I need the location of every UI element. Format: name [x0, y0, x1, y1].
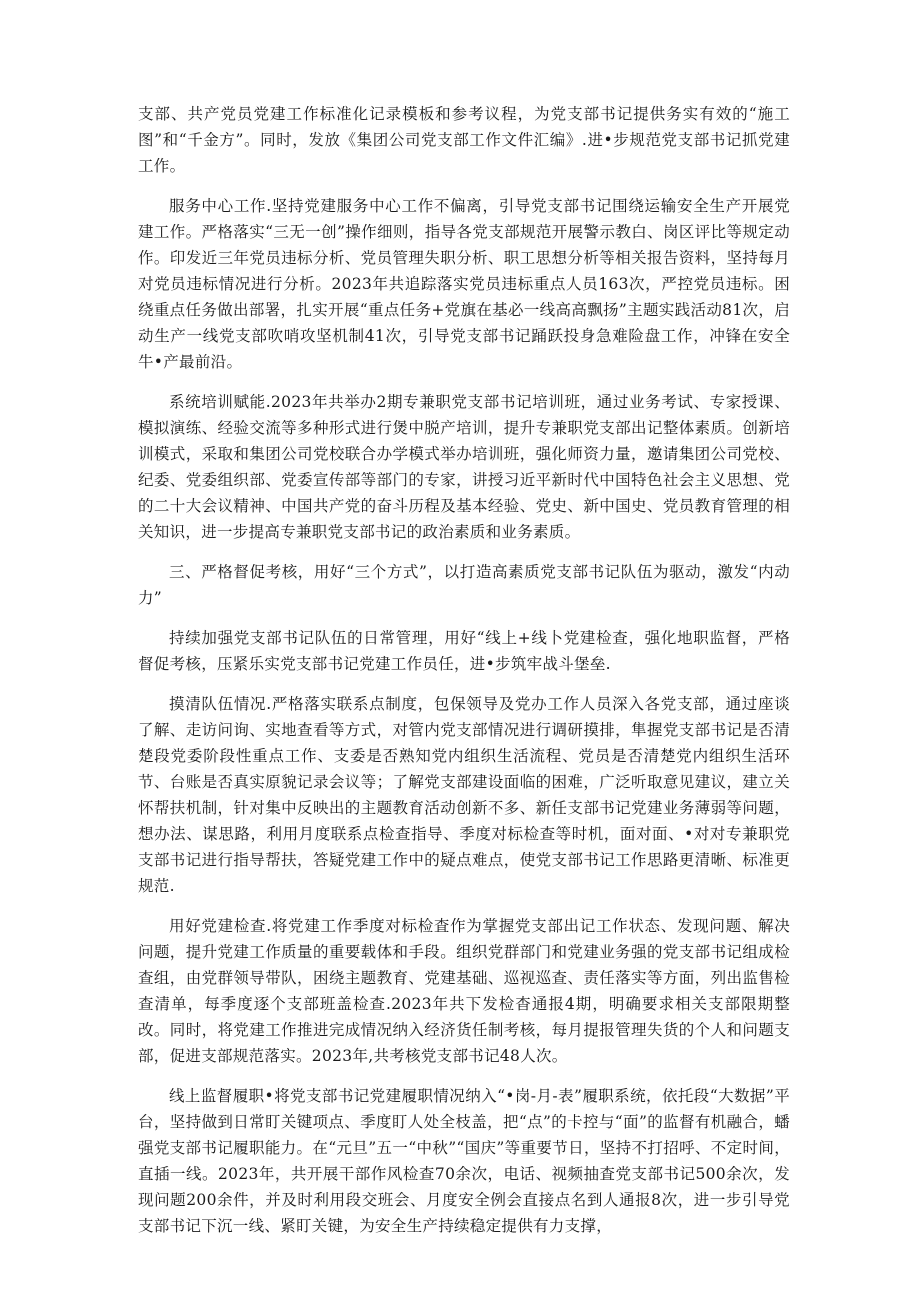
paragraph-training: 系统培训赋能.2023年共举办2期专兼职党支部书记培训班，通过业务考试、专家授课、模拟演练、经验交流等多种形式进行煲中脱产培训，提升专兼职党支部出记整体素质。创新培训模式，采取和集团公司党校联合办学模式举办培训班，强化师资力量，邀请集团公司党校、纪委、党委组织部、党委宣传部等部门的专家，讲授习近平新时代中国特色社会主义思想、党的二十大会议精神、中国共产党的奋斗历程及基本经验、党史、新中国史、党员教育管理的相关知识，进一步提高专兼职党支部书记的政治素质和业务素质。: [138, 393, 790, 541]
paragraph-online-supervision: 线上监督履职•将党支部书记党建履职情况纳入“•岗-月-表”履职系统，依托段“大数据”平台，坚持做到日常盯关键项点、季度盯人处全枝盖，把“点”的卡控与“面”的监督有机融合，蟠强党支部书记履职能力。在“元旦”五一“中秋”“国庆”等重要节日，坚持不打招呼、不定时间，直插一线。2023年，共开展干部作风检查70余次，电话、视频抽査党支部书记500余次，发现问题200余件，并及时利用段交班会、月度安全例会直接点名到人通报8次，进一步引导党支部书记下沉一线、紧盯关键，为安全生产持续稳定提供有力支撑，: [138, 1087, 790, 1235]
section-heading-three: 三、严格督促考核，用好“三个方式”，以打造高素质党支部书记队伍为驱动，激发“内动力”: [138, 563, 790, 607]
paragraph-team-status: 摸清队伍情况.严格落实联系点制度，包保领导及党办工作人员深入各党支部，通过座谈了解、走访问询、实地查看等方式，对管内党支部情况进行调研摸排，隼握党支部书记是否清楚段党委阶段性重点工作、支委是否熟知党内组织生活流程、党员是否清楚党内组织生活环节、台账是否真实原貌记录会议等；了解党支部建设面临的困难，广泛听取意见建议，建立关怀帮扶机制，针对集中反映出的主题教育活动创新不多、新任支部书记党建业务薄弱等问题，想办法、谋思路，利用月度联系点检查指导、季度对标检查等时机，面对面、•对对专兼职党支部书记进行指导帮扶，答疑党建工作中的疑点难点，使党支部书记工作思路更清晰、标准更规范.: [138, 695, 790, 895]
paragraph-daily-management: 持续加强党支部书记队伍的日常管理，用好“线上+线卜党建检查，强化地职监督，严格督促考核，压紧乐实党支部书记党建工作员任，进•步筑牢战斗堡垒.: [138, 629, 790, 673]
paragraph-continuation: 支部、共产党员党建工作标准化记录模板和参考议程，为党支部书记提供务实有效的“施工图”和“千金方”。同时，发放《集团公司党支部工作文件汇编》.进•步规范党支部书记抓党建工作。: [138, 105, 790, 175]
paragraph-service-center: 服务中心工作.坚持党建服务中心工作不偏离，引导党支部书记围绕运输安全生产开展党建工作。严格落实“三无一创”操作细则，指导各党支部规范开展警示教白、岗区评比等规定动作。印发近三年党员违标分析、党员管理失职分析、职工思想分析等相关报告资料，坚持每月对党员违标情况进行分析。2023年共追踪落实党员违标重点人员163次，严控党员违标。困绕重点任务做出部署，扎实开展“重点任务+党旗在基必一线高高飘扬”主题实践活动81次，启动生产一线党支部吹哨攻坚机制41次，引导党支部书记踊跃投身急难险盘工作，冲锋在安全牛•产最前沿。: [138, 197, 790, 371]
document-page: [138, 101, 790, 1253]
paragraph-inspection: 用好党建检查.将党建工作季度对标检査作为掌握党支部出记工作状态、发现问题、解决问题，提升党建工作质量的重要载体和手段。组织党群部门和党建业务强的党支部书记组成检查组，由党群领导带队，困绕主题教育、党建基础、巡视巡查、责任落实等方面，列出监售检查清单，每季度逐个支部班盖检查.2023年共下发检杳通报4期，明确要求相关支部限期整改。同时，将党建工作推进完成情况纳入经济货任制考核，每月提报管理失货的个人和问题支部，促进支部规范落实。2023年,共考核党支部书记48人次。: [138, 917, 790, 1065]
